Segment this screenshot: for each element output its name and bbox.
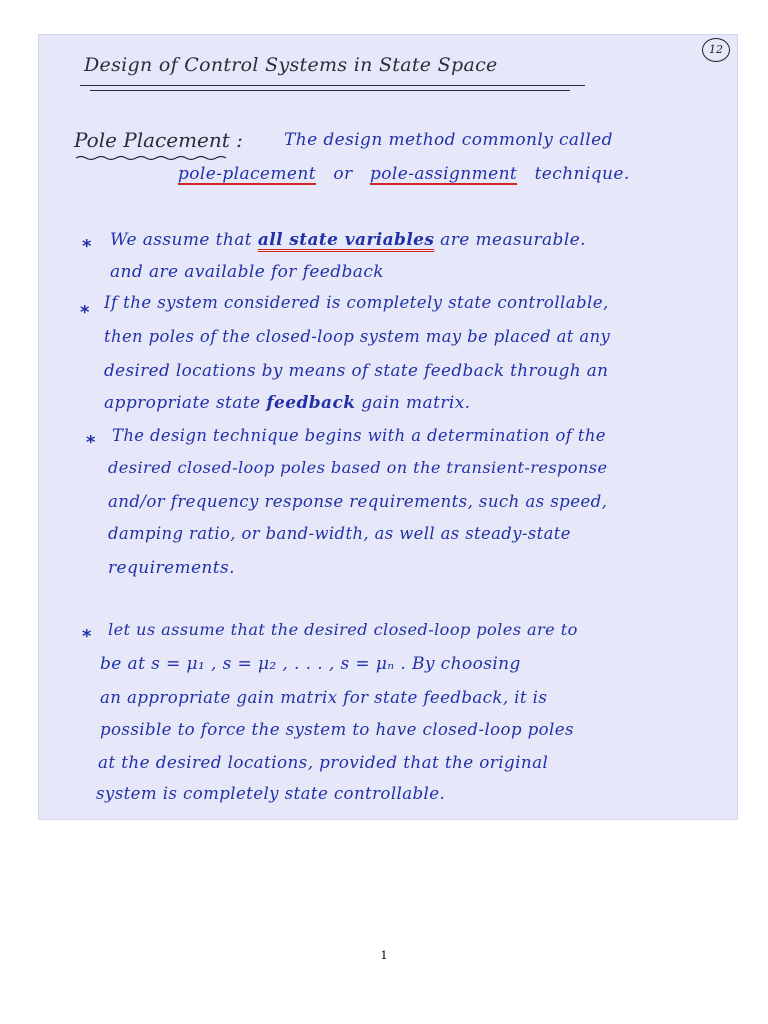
sheet-number: 12 xyxy=(702,38,730,62)
bullet3-line-3: and/or frequency response requirements, such as speed, xyxy=(108,492,608,511)
bullet2-line4-post: gain matrix. xyxy=(361,393,471,413)
page-number: 1 xyxy=(380,949,388,962)
bullet4-line-1: let us assume that the desired closed-loop poles are to xyxy=(108,620,578,639)
bullet3-line-4: damping ratio, or band-width, as well as steady-state xyxy=(108,524,571,543)
bullet3-line-1: The design technique begins with a determination of the xyxy=(112,426,606,445)
bullet2-line-2: then poles of the closed-loop system may be placed at any xyxy=(104,327,611,346)
bullet4-line-2: be at s = μ₁ , s = μ₂ , . . . , s = μₙ . By choosing xyxy=(100,654,521,674)
section-heading xyxy=(74,128,243,152)
bullet3-line-5: requirements. xyxy=(108,558,235,578)
scanned-page xyxy=(38,34,738,820)
bullet1-line-2: and are available for feedback xyxy=(110,262,384,282)
heading-wavy-underline xyxy=(76,155,226,161)
bullet2-line4-emph: feedback xyxy=(266,393,356,413)
bullet1-emph: all state variables xyxy=(257,230,435,250)
bullet1-post: are measurable. xyxy=(440,230,586,250)
bullet2-line-4 xyxy=(104,393,470,413)
term-pole-assignment: pole-assignment xyxy=(369,164,518,184)
bullet4-line-5: at the desired locations, provided that the original xyxy=(98,752,549,772)
page-title: Design of Control Systems in State Space xyxy=(84,54,498,76)
bullet-star-icon: * xyxy=(80,302,90,323)
bullet1-line-1 xyxy=(110,230,586,250)
term-pole-placement: pole-placement xyxy=(178,164,316,184)
intro-or: or xyxy=(333,164,353,184)
bullet1-pre: We assume that xyxy=(110,230,253,250)
intro-tail: technique. xyxy=(534,164,630,184)
intro-line-1: The design method commonly called xyxy=(284,130,613,150)
bullet2-line4-pre: appropriate state xyxy=(104,393,261,413)
bullet2-line-3: desired locations by means of state feedback through an xyxy=(104,360,609,380)
bullet-star-icon: * xyxy=(86,432,96,453)
bullet-star-icon: * xyxy=(82,626,92,647)
section-heading-text: Pole Placement : xyxy=(74,128,243,152)
bullet3-line-2: desired closed-loop poles based on the transient-response xyxy=(108,458,608,477)
title-underline xyxy=(80,85,585,86)
bullet-star-icon: * xyxy=(82,236,92,257)
bullet4-line-4: possible to force the system to have closed-loop poles xyxy=(100,720,574,739)
bullet4-line-3: an appropriate gain matrix for state feedback, it is xyxy=(100,688,548,707)
bullet4-line-6: system is completely state controllable. xyxy=(96,784,446,803)
intro-line-2 xyxy=(178,164,630,184)
title-underline-second xyxy=(90,90,570,91)
bullet2-line-1: If the system considered is completely state controllable, xyxy=(104,293,609,312)
